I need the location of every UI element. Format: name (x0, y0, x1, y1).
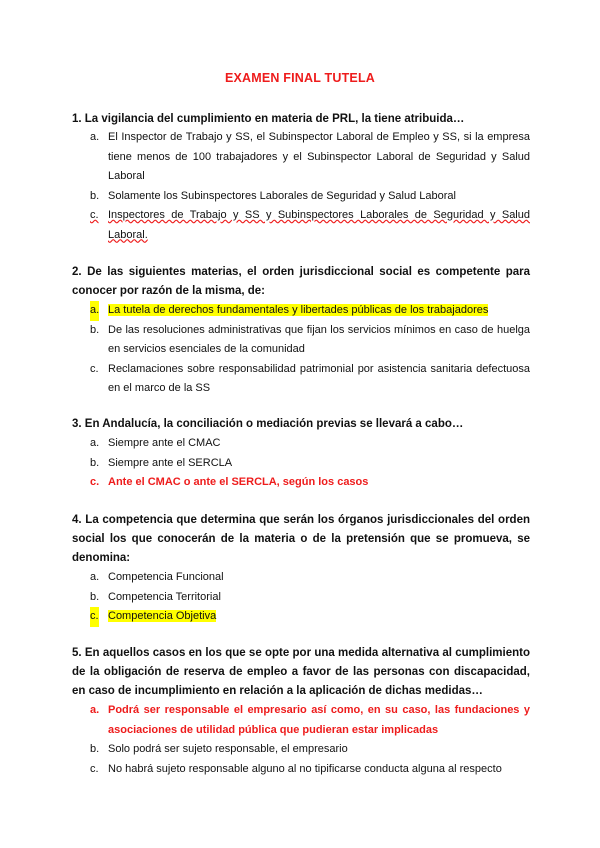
option-text: Siempre ante el CMAC (108, 437, 221, 449)
option-3b: b. Siempre ante el SERCLA (90, 456, 233, 469)
option-text: Reclamaciones sobre responsabilidad patrimonial por asistencia sanitaria defectuosa en el marco de la SS (108, 362, 530, 394)
question-2: 2. De las siguientes materias, el orden jurisdiccional social es competente para conocer por razón de la misma, de: (72, 266, 530, 297)
question-3: 3. En Andalucía, la conciliación o mediación previas se llevará a cabo… (72, 418, 464, 430)
option-text: Siempre ante el SERCLA (108, 456, 233, 469)
option-4b: b. Competencia Territorial (90, 590, 221, 603)
question-4: 4. La competencia que determina que serán los órganos jurisdiccionales del orden social los que conocerán de la materia o de la pretensión que se promueva, se denomina: (72, 514, 530, 564)
option-text: Solo podrá ser sujeto responsable, el empresario (108, 743, 348, 755)
option-text: Competencia Objetiva (108, 610, 217, 622)
option-text: Competencia Territorial (108, 590, 221, 603)
option-2b: b. De las resoluciones administrativas que fijan los servicios mínimos en caso de huelga en servicios esenciales de la comunidad (90, 323, 530, 355)
option-3a: a. Siempre ante el CMAC (90, 437, 221, 449)
option-5a: a. Podrá ser responsable el empresario así como, en su caso, las fundaciones y asociaciones de utilidad pública que pudieran estar implicadas (90, 704, 530, 736)
question-4-options (90, 568, 530, 627)
option-1c: c. Inspectores de Trabajo y SS y Subinspectores Laborales de Seguridad y Salud Laboral. (90, 209, 530, 241)
option-1b: b. Solamente los Subinspectores Laborales de Seguridad y Salud Laboral (90, 189, 456, 202)
option-text: Inspectores de Trabajo y SS y Subinspectores Laborales de Seguridad y Salud Laboral. (108, 209, 530, 241)
option-text: Ante el CMAC o ante el SERCLA, según los casos (108, 476, 369, 488)
option-2c: c. Reclamaciones sobre responsabilidad patrimonial por asistencia sanitaria defectuosa en el marco de la SS (90, 362, 530, 394)
option-text: Competencia Funcional (108, 571, 224, 583)
option-5b: b. Solo podrá ser sujeto responsable, el empresario (90, 743, 348, 755)
option-4c: c. Competencia Objetiva (90, 607, 530, 627)
option-text: No habrá sujeto responsable alguno al no tipificarse conducta alguna al respecto (108, 762, 502, 775)
option-text: El Inspector de Trabajo y SS, el Subinspector Laboral de Empleo y SS, si la empresa tiene menos de 100 trabajadores y el Subinspector Laboral de Seguridad y Salud Laboral (108, 131, 530, 182)
question-1: 1. La vigilancia del cumplimiento en materia de PRL, la tiene atribuida… (72, 113, 465, 125)
exam-title: EXAMEN FINAL TUTELA (224, 71, 376, 85)
option-4a: a. Competencia Funcional (90, 571, 224, 583)
option-text: La tutela de derechos fundamentales y libertades públicas de los trabajadores (108, 304, 489, 316)
option-text: De las resoluciones administrativas que fijan los servicios mínimos en caso de huelga en servicios esenciales de la comunidad (108, 323, 530, 355)
question-1-options (90, 128, 530, 245)
option-text: Solamente los Subinspectores Laborales de Seguridad y Salud Laboral (108, 189, 456, 202)
option-5c: c. No habrá sujeto responsable alguno al no tipificarse conducta alguna al respecto (90, 762, 502, 775)
option-2a: a. La tutela de derechos fundamentales y libertades públicas de los trabajadores (90, 301, 530, 321)
question-5: 5. En aquellos casos en los que se opte por una medida alternativa al cumplimiento de la obligación de reserva de empleo a favor de las personas con discapacidad, en caso de incumplimiento en relación a la aplicación de dichas medidas… (72, 647, 530, 697)
question-3-options (90, 434, 530, 493)
option-1a: a. El Inspector de Trabajo y SS, el Subinspector Laboral de Empleo y SS, si la empresa tiene menos de 100 trabajadores y el Subinspector Laboral de Seguridad y Salud Laboral (90, 131, 530, 182)
option-3c: c. Ante el CMAC o ante el SERCLA, según los casos (90, 476, 369, 488)
question-5-options (90, 701, 530, 779)
option-text: Podrá ser responsable el empresario así como, en su caso, las fundaciones y asociaciones de utilidad pública que pudieran estar implicadas (108, 704, 530, 736)
question-2-options (90, 301, 530, 399)
